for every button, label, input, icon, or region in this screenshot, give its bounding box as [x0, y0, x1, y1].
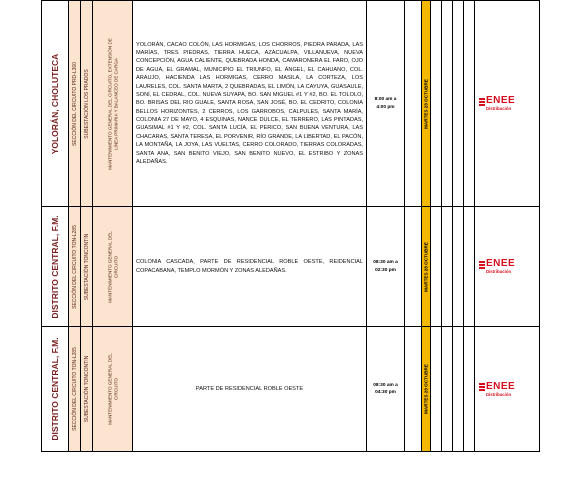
department-label: DISTRITO CENTRAL, F.M.: [50, 337, 60, 441]
date-cell: [422, 207, 431, 327]
table-row: [42, 327, 540, 452]
blank-cell: [453, 327, 464, 452]
table-row: [42, 207, 540, 327]
sites-cell: [133, 207, 367, 327]
date-cell: [422, 327, 431, 452]
work-description: MANTENIMIENTO GENERAL DEL CIRCUITO: [106, 230, 118, 303]
circuit-label: SECCIÓN DEL CIRCUITO PRD-L360: [71, 61, 78, 146]
table-row: [42, 1, 540, 207]
department-cell: [42, 207, 69, 327]
blank-cell: [464, 207, 475, 327]
date-cell: [422, 1, 431, 207]
time-cell: [367, 1, 405, 207]
department-label: DISTRITO CENTRAL, F.M.: [50, 214, 60, 319]
blank-cell: [431, 1, 442, 207]
substation-label: SUBESTACIÓN TONCONTÍN: [83, 233, 90, 300]
logo-subtitle: Distribución: [486, 106, 512, 111]
logo-cell: [475, 327, 540, 452]
time-end: 04:30 pm: [375, 390, 396, 395]
department-cell: [42, 1, 69, 207]
work-cell: [93, 207, 133, 327]
time-cell: [367, 327, 405, 452]
time-end: 4:00 pm: [376, 104, 395, 110]
substation-cell: [81, 327, 93, 452]
logo-subtitle: Distribución: [486, 391, 512, 397]
enee-mark-icon: [479, 260, 485, 269]
blank-cell: [442, 1, 453, 207]
sites-cell: [133, 327, 367, 452]
affected-sites: COLONIA CASCADA, PARTE DE RESIDENCIAL ROBLE OESTE, REIDENCIAL COPACABANA, TEMPLO MORMÓN Y ZONAS ALEDAÑAS.: [136, 259, 363, 274]
circuit-cell: [69, 327, 81, 452]
circuit-label: SECCIÓN DEL CIRCUITO TON-L285: [71, 224, 78, 309]
enee-logo: [475, 96, 539, 111]
substation-label: SUBESTACIÓN LOS PRADOS: [83, 68, 90, 139]
substation-cell: [81, 207, 93, 327]
date-label: MARTES 28 OCTUBRE: [423, 78, 429, 129]
substation-cell: [81, 1, 93, 207]
time-start: 08:30 am a: [373, 260, 398, 266]
blank-cell: [405, 207, 422, 327]
substation-label: SUBESTACIÓN TONCONTÍN: [83, 355, 90, 423]
affected-sites: PARTE DE RESIDENCIAL ROBLE OESTE: [195, 385, 304, 392]
sites-cell: [133, 1, 367, 207]
enee-logo: [475, 382, 539, 397]
work-description: MANTENIMIENTO GENERAL DEL CIRCUITO, EXTENSIÓN DE LÍNEA PRIMARIA Y BALANCEO DE CARGA: [106, 37, 118, 170]
time-end: 02:30 pm: [375, 267, 396, 273]
work-cell: [93, 327, 133, 452]
blank-cell: [405, 1, 422, 207]
circuit-cell: [69, 207, 81, 327]
time-cell: [367, 207, 405, 327]
date-label: MARTES 28 OCTUBRE: [423, 364, 429, 414]
time-start: 8:00 am a: [374, 97, 397, 103]
blank-cell: [464, 327, 475, 452]
date-label: MARTES 28 OCTUBRE: [423, 241, 429, 292]
logo-word: ENEE: [486, 95, 516, 106]
logo-cell: [475, 207, 540, 327]
affected-sites: YOLORÁN, CACAO COLÓN, LAS HORMIGAS, LOS CHORROS, PIEDRA PARADA, LAS MARÍAS, TRES PIEDRAS, TIERRA HUECA, AZACUALPA, VILLANUEVA, NUEVA CONCEPCIÓN, AGUA CALIENTE, QUEBRADA HONDA, CAMARONERA EL FARO, OJO DE AGUA, EL GRAMAL, MUNICIPIO EL TRIUNFO, EL ÁNGEL, EL CAHUANO, COL. ARAUJO, HACIENDA LAS HORMIGAS, CERRO MASILA, LA CORTEZA, LOS LAURELES, COL. SANTA MARTA, 2 QUEBRADAS, EL LIMÓN, LA CAYUYA, GUASAULE, SONÍ, EL CEDRAL, COL. NUEVA SUYAPA, BO. SAN MIGUEL #1 Y #2, BO. EL TOLOLO, BO. BRISAS DEL RIO GUALE, SANTA ROSA, SAN JOSÉ, BO. EL CEDRITO, COLONIA BELLOS HORIZONTES, 2 CERROS, LOS GARROBOS, CALPULES, SANTA MARÍA, COLONIA 27 DE MAYO, 4 ESQUINAS, NANCE DULCE, EL TERRERO, LAS PINTADAS, GUASIMAL #1 Y #2, COL. SANTA LUCÍA, EL PERICO, SAN BUENA VENTURA, LAS CHACARAS, SANTA TERESA, EL PORVENIR, RÍO GRANDE, LA LIBERTAD, EL PACÓN, LA MONTAÑA, LA JOYA, LAS VUELTAS, CERRO COLORADO, TIERRAS COLORADAS, SANTA ANA, SAN BENITO VIEJO, SAN BENITO NUEVO, EL ESTRIBO Y ZONAS ALEDAÑAS.: [136, 41, 363, 166]
circuit-cell: [69, 1, 81, 207]
enee-mark-icon: [479, 382, 485, 391]
time-start: 08:30 am a: [373, 382, 398, 388]
enee-mark-icon: [479, 97, 485, 106]
blank-cell: [405, 327, 422, 452]
blank-cell: [464, 1, 475, 207]
department-label: YOLORÁN, CHOLUTECA: [50, 53, 60, 154]
logo-subtitle: Distribución: [486, 269, 512, 274]
blank-cell: [453, 207, 464, 327]
blank-cell: [453, 1, 464, 207]
logo-word: ENEE: [486, 380, 516, 392]
work-cell: [93, 1, 133, 207]
blank-cell: [431, 327, 442, 452]
department-cell: [42, 327, 69, 452]
logo-cell: [475, 1, 540, 207]
logo-word: ENEE: [486, 258, 516, 269]
blank-cell: [431, 207, 442, 327]
blank-cell: [442, 207, 453, 327]
enee-logo: [475, 259, 539, 274]
blank-cell: [442, 327, 453, 452]
work-description: MANTENIMIENTO GENERAL DEL CIRCUITO: [106, 353, 118, 425]
circuit-label: SECCIÓN DEL CIRCUITO TON-L285: [71, 347, 78, 431]
outage-schedule-table: [41, 0, 540, 452]
